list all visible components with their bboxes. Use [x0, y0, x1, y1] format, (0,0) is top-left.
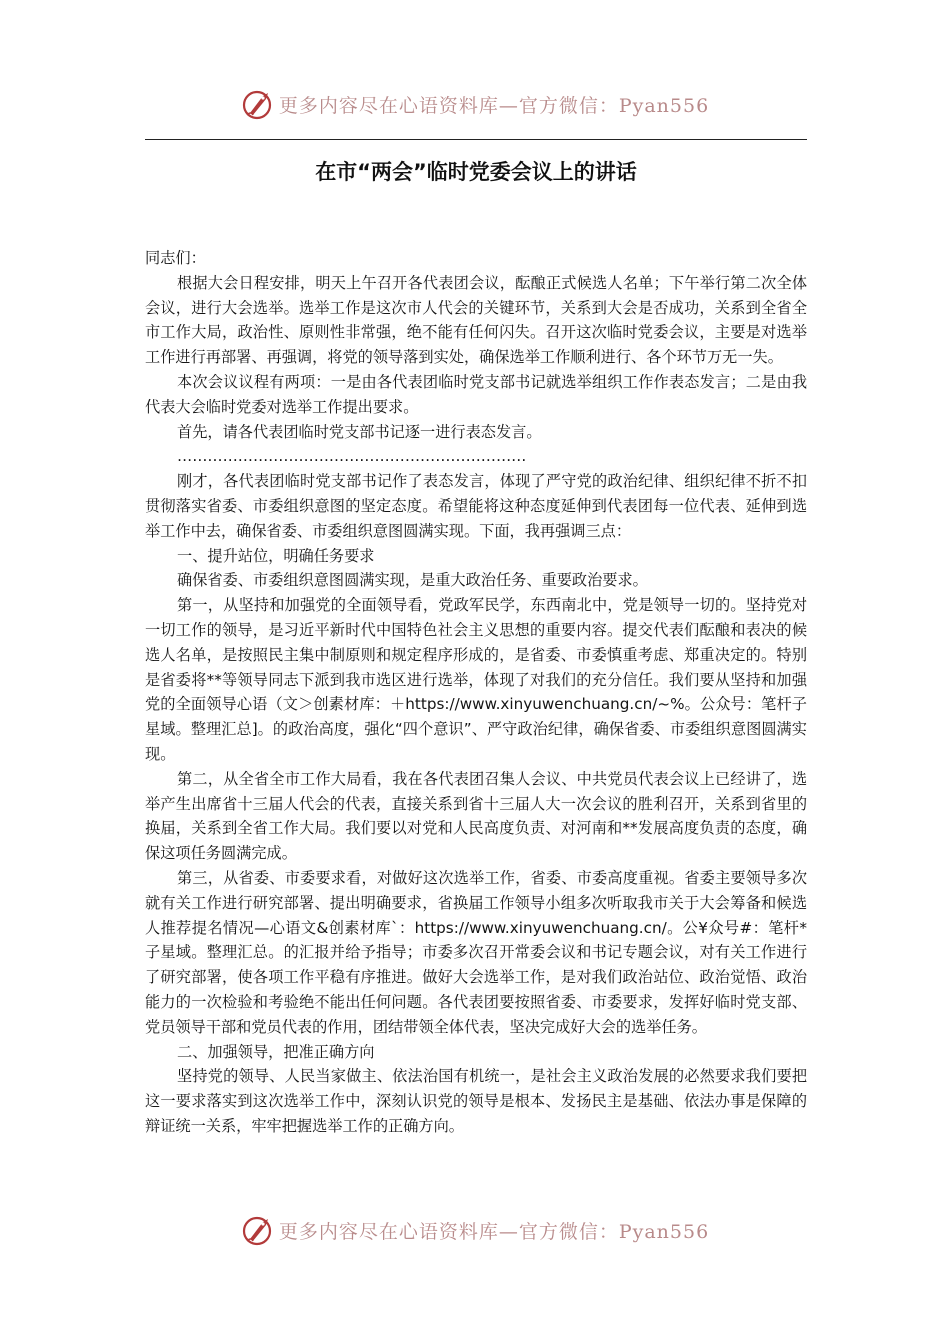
paragraph: 首先，请各代表团临时党支部书记逐一进行表态发言。 — [177, 422, 542, 441]
header-divider — [145, 139, 807, 140]
document-title: 在市“两会”临时党委会议上的讲话 — [315, 160, 637, 184]
paragraph: 本次会议议程有两项：一是由各代表团临时党支部书记就选举组织工作作表态发言；二是由我代表大会临时党委对选举工作提出要求。 — [145, 372, 807, 416]
paragraph: 刚才，各代表团临时党支部书记作了表态发言，体现了严守党的政治纪律、组织纪律不折不扣贯彻落实省委、市委组织意图的坚定态度。希望能将这种态度延伸到代表团每一位代表、延伸到选举工作中去，确保省委、市委组织意图圆满实现。下面，我再强调三点： — [145, 472, 807, 540]
paragraph: 确保省委、市委组织意图圆满实现，是重大政治任务、重要政治要求。 — [177, 571, 648, 590]
pen-nib-logo-icon — [241, 1213, 275, 1247]
header-banner — [0, 84, 950, 124]
document-body — [145, 246, 807, 1139]
paragraph: 坚持党的领导、人民当家做主、依法治国有机统一，是社会主义政治发展的必然要求我们要把这一要求落实到这次选举工作中，深刻认识党的领导是根本、发扬民主是基础、依法办事是保障的辩证统一关系，牢牢把握选举工作的正确方向。 — [145, 1067, 807, 1135]
paragraph: 第二，从全省全市工作大局看，我在各代表团召集人会议、中共党员代表会议上已经讲了，选举产生出席省十三届人代会的代表，直接关系到省十三届人大一次会议的胜利召开，关系到省里的换届，关系到全省工作大局。我们要以对党和人民高度负责、对河南和**发展高度负责的态度，确保这项任务圆满完成。 — [145, 769, 807, 863]
paragraph: 根据大会日程安排，明天上午召开各代表团会议，酝酿正式候选人名单；下午举行第二次全体会议，进行大会选举。选举工作是这次市人代会的关键环节，关系到大会是否成功，关系到全省全市工作大局，政治性、原则性非常强，绝不能有任何闪失。召开这次临时党委会议，主要是对选举工作进行再部署、再强调，将党的领导落到实处，确保选举工作顺利进行、各个环节万无一失。 — [145, 273, 807, 367]
paragraph: 第三，从省委、市委要求看，对做好这次选举工作，省委、市委高度重视。省委主要领导多次就有关工作进行研究部署、提出明确要求，省换届工作领导小组多次听取我市关于大会筹备和候选人推荐提名情况—心语文&创素材库`：https://www.xinyuwenchuang.cn/。公¥众号#：笔杆*子星域。整理汇总。的汇报并给予指导；市委多次召开常委会议和书记专题会议，对有关工作进行了研究部署，使各项工作平稳有序推进。做好大会选举工作，是对我们政治站位、政治觉悟、政治能力的一次检验和考验绝不能出任何问题。各代表团要按照省委、市委要求，发挥好临时党支部、党员领导干部和党员代表的作用，团结带领全体代表，坚决完成好大会的选举任务。 — [145, 868, 807, 1036]
section-heading: 一、提升站位，明确任务要求 — [177, 546, 375, 565]
pen-nib-logo-icon — [241, 87, 275, 121]
header-banner-text: 更多内容尽在心语资料库—官方微信：Pyan556 — [278, 94, 710, 117]
footer-banner-text: 更多内容尽在心语资料库—官方微信：Pyan556 — [278, 1220, 710, 1243]
paragraph: 第一，从坚持和加强党的全面领导看，党政军民学，东西南北中，党是领导一切的。坚持党对一切工作的领导，是习近平新时代中国特色社会主义思想的重要内容。提交代表们酝酿和表决的候选人名单，是按照民主集中制原则和规定程序形成的，是省委、市委慎重考虑、郑重决定的。特别是省委将**等领导同志下派到我市选区进行选举，体现了对我们的充分信任。我们要从坚持和加强党的全面领导心语（文＞创素材库：＋https://www.xinyuwenchuang.cn/~%。公众号：笔杆子星域。整理汇总]。的政治高度，强化“四个意识”、严守政治纪律，确保省委、市委组织意图圆满实现。 — [145, 596, 807, 763]
ellipsis-separator: …………………………………………………………… — [177, 447, 527, 466]
salutation: 同志们： — [145, 249, 206, 267]
footer-banner — [0, 1210, 950, 1250]
section-heading: 二、加强领导，把准正确方向 — [177, 1042, 375, 1061]
